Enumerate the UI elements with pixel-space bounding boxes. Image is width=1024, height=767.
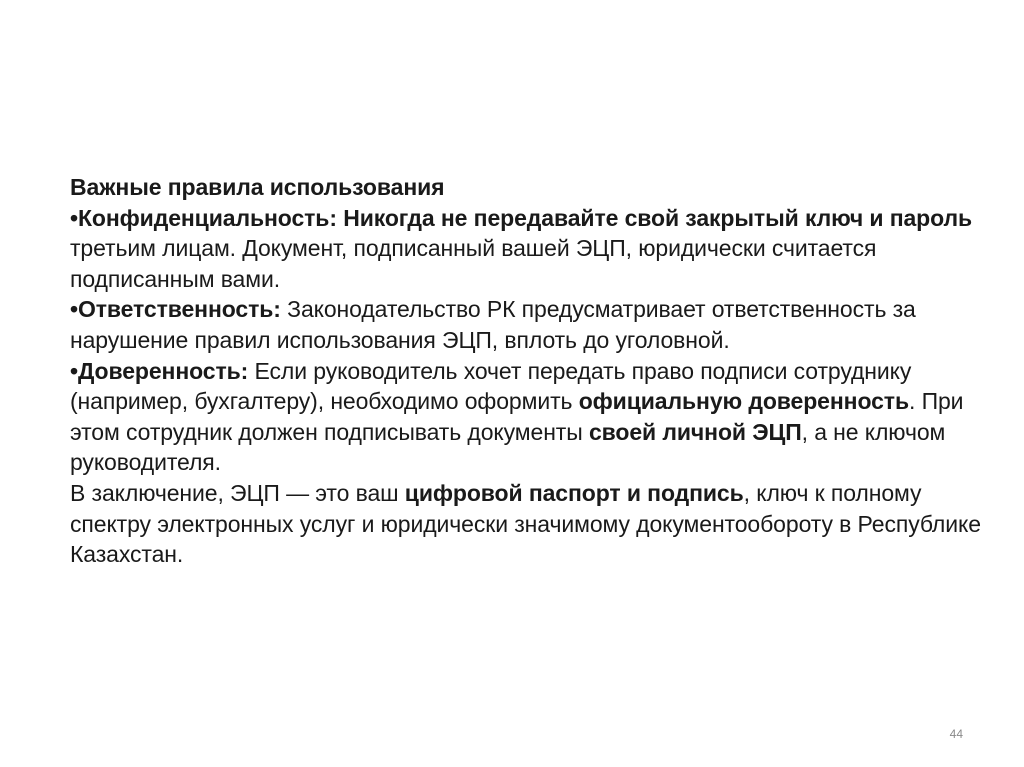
rule-text: Если руководитель хочет передать право подписи сотруднику (например, бухгалтеру), необходимо оформить [70, 357, 912, 415]
conclusion-text: В заключение, ЭЦП — это ваш [70, 479, 405, 506]
confidentiality-rule [70, 203, 990, 295]
page-number: 44 [949, 727, 963, 741]
power-of-attorney-rule [70, 356, 990, 478]
rule-emphasis: Никогда не передавайте свой закрытый ключ и пароль [343, 204, 973, 231]
rule-emphasis: официальную доверенность [578, 388, 909, 415]
bullet: • [70, 357, 78, 384]
bullet: • [70, 204, 78, 231]
rule-emphasis: своей личной ЭЦП [588, 418, 802, 445]
rule-term: Доверенность: [77, 357, 249, 384]
rule-term: Конфиденциальность: [77, 204, 337, 231]
conclusion-text: , ключ к полному спектру электронных услуг и юридически значимому документообороту в Республике Казахстан. [70, 479, 981, 568]
rule-text: третьим лицам. Документ, подписанный вашей ЭЦП, юридически считается подписанным вами. [70, 235, 877, 292]
bullet: • [70, 296, 78, 323]
rule-text: . При этом сотрудник должен подписывать документы [70, 388, 964, 445]
conclusion-paragraph [70, 478, 990, 570]
rule-term: Ответственность: [77, 296, 281, 323]
rule-text: Законодательство РК предусматривает ответственность за нарушение правил использования ЭЦП, вплоть до уголовной. [70, 296, 916, 353]
slide-heading: Важные правила использования [70, 174, 445, 200]
slide-body [70, 172, 990, 570]
conclusion-emphasis: цифровой паспорт и подпись [404, 479, 744, 506]
rule-text: , а не ключом руководителя. [70, 418, 946, 476]
responsibility-rule [70, 294, 990, 355]
